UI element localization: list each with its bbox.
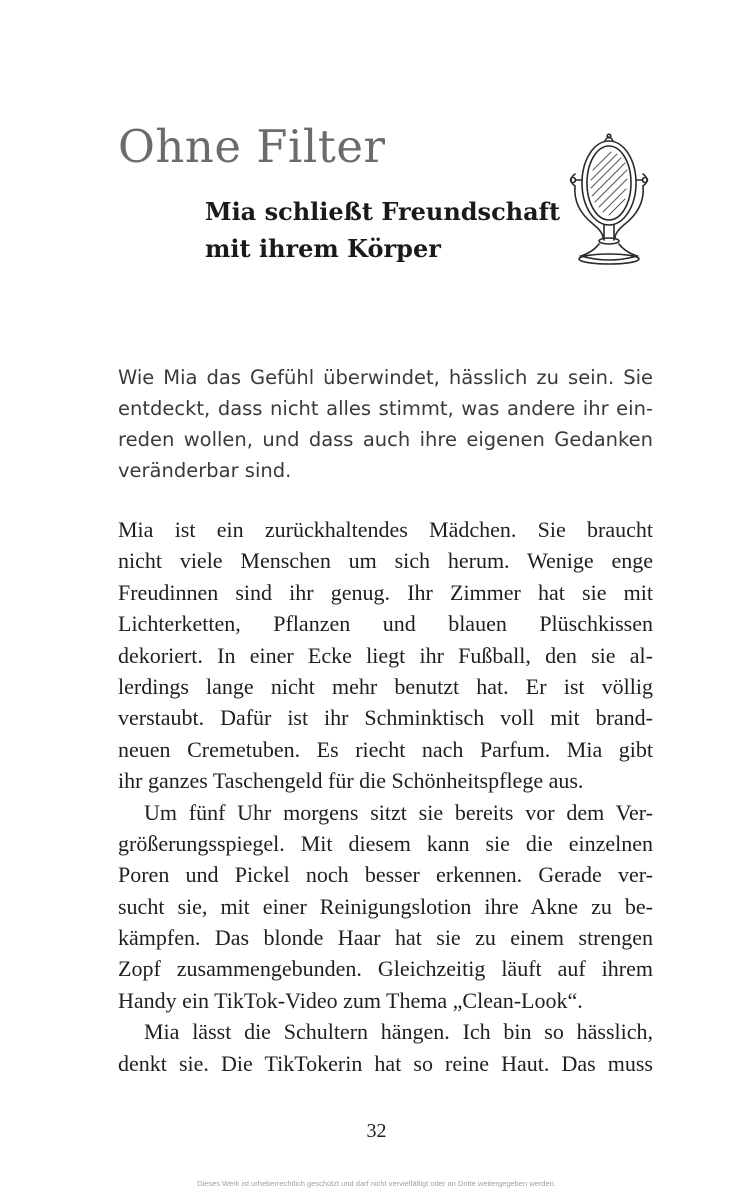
intro-line: Wie Mia das Gefühl überwindet, hässlich zu sein. Sie — [118, 366, 653, 389]
body-text — [118, 514, 653, 1079]
body-line: Mia lässt die Schultern hängen. Ich bin so hässlich, — [144, 1019, 653, 1045]
body-line: Mia ist ein zurückhaltendes Mädchen. Sie braucht — [118, 517, 653, 542]
body-line: Um fünf Uhr morgens sitzt sie bereits vor dem Ver- — [144, 799, 653, 825]
chapter-subtitle — [205, 193, 560, 267]
body-line: denkt sie. Die TikTokerin hat so reine Haut. Das muss — [118, 1050, 653, 1076]
subtitle-line: mit ihrem Körper — [205, 234, 441, 263]
body-line: kämpfen. Das blonde Haar hat sie zu einem strengen — [118, 925, 653, 951]
page-number: 32 — [366, 1120, 387, 1142]
body-line: größerungsspiegel. Mit diesem kann sie die einzelnen — [118, 830, 653, 856]
chapter-title: Ohne Filter — [118, 120, 386, 173]
body-line: Poren und Pickel noch besser erkennen. Gerade ver- — [118, 862, 653, 888]
body-line: Handy ein TikTok-Video zum Thema „Clean-Look“. — [118, 987, 583, 1013]
body-line: Lichterketten, Pflanzen und blauen Plüschkissen — [118, 611, 653, 637]
intro-line: veränderbar sind. — [118, 459, 292, 482]
body-line: Zopf zusammengebunden. Gleichzeitig läuft auf ihrem — [118, 956, 653, 982]
intro-line: reden wollen, und dass auch ihre eigenen Gedanken — [118, 428, 653, 451]
body-line: ihr ganzes Taschengeld für die Schönheitspflege aus. — [118, 768, 584, 794]
chapter-intro — [118, 362, 653, 486]
body-line: dekoriert. In einer Ecke liegt ihr Fußball, den sie al- — [118, 642, 653, 668]
vanity-mirror-icon — [553, 128, 665, 270]
body-line: sucht sie, mit einer Reinigungslotion ihre Akne zu be- — [118, 893, 653, 919]
body-line: nicht viele Menschen um sich herum. Wenige enge — [118, 548, 653, 574]
body-line: lerdings lange nicht mehr benutzt hat. Er ist völlig — [118, 673, 653, 699]
body-line: Freudinnen sind ihr genug. Ihr Zimmer hat sie mit — [118, 579, 653, 605]
body-line: verstaubt. Dafür ist ihr Schminktisch voll mit brand- — [118, 705, 653, 731]
subtitle-line: Mia schließt Freundschaft — [205, 197, 561, 226]
body-line: neuen Cremetuben. Es riecht nach Parfum. Mia gibt — [118, 736, 653, 762]
intro-line: entdeckt, dass nicht alles stimmt, was andere ihr ein- — [118, 397, 653, 420]
copyright-notice: Dieses Werk ist urheberrechtlich geschützt und darf nicht vervielfältigt oder an Dritte weitergegeben werden. — [197, 1179, 556, 1188]
